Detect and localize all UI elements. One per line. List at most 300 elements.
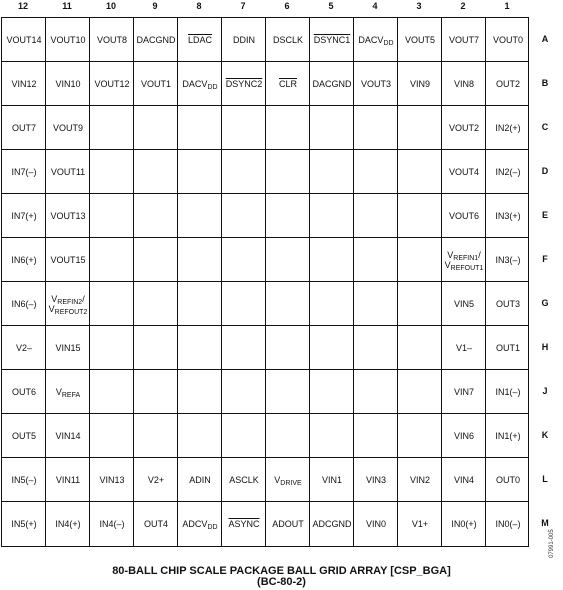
pin-label: VOUT6 bbox=[448, 211, 479, 221]
pin-label: VOUT13 bbox=[50, 211, 86, 221]
pin-name bbox=[11, 255, 36, 265]
pin-name bbox=[12, 387, 36, 397]
row-label: D bbox=[541, 166, 549, 176]
pin-label: IN2(+) bbox=[495, 123, 521, 133]
pin-name bbox=[12, 431, 36, 441]
ball-cell bbox=[46, 238, 90, 282]
pin-name bbox=[495, 387, 520, 397]
pin-name bbox=[16, 343, 32, 353]
pin-label: $\overline{CLR}$ bbox=[278, 79, 297, 89]
pin-name-line bbox=[99, 475, 124, 485]
pin-name-line bbox=[449, 211, 479, 221]
pin-name bbox=[141, 79, 171, 89]
ball-cell bbox=[2, 18, 46, 62]
ball-cell bbox=[2, 106, 46, 150]
pin-name-line bbox=[226, 79, 263, 89]
ball-cell bbox=[266, 502, 310, 546]
ball-cell bbox=[398, 150, 442, 194]
ball-cell bbox=[222, 238, 266, 282]
pin-name-line bbox=[12, 123, 36, 133]
ball-cell bbox=[398, 18, 442, 62]
pin-name bbox=[182, 519, 217, 529]
pin-name-line bbox=[361, 79, 391, 89]
pin-name bbox=[53, 123, 83, 133]
pin-name-line bbox=[454, 431, 474, 441]
ball-cell bbox=[266, 62, 310, 106]
pin-name-line bbox=[55, 431, 80, 441]
pin-label: IN1(–) bbox=[495, 387, 521, 397]
ball-cell bbox=[266, 150, 310, 194]
pin-name-line bbox=[56, 475, 80, 485]
ball-cell bbox=[310, 326, 354, 370]
ball-cell bbox=[2, 370, 46, 414]
ball-cell bbox=[354, 282, 398, 326]
pin-label: VOUT9 bbox=[52, 123, 83, 133]
ball-grid bbox=[1, 17, 529, 547]
pin-name-line bbox=[405, 35, 435, 45]
pin-name-line bbox=[99, 519, 124, 529]
ball-cell bbox=[310, 194, 354, 238]
ball-cell bbox=[178, 194, 222, 238]
pin-name bbox=[410, 79, 430, 89]
ball-cell bbox=[310, 282, 354, 326]
ball-cell bbox=[398, 370, 442, 414]
ball-cell bbox=[222, 150, 266, 194]
ball-cell bbox=[310, 18, 354, 62]
pin-name-line bbox=[454, 475, 474, 485]
ball-cell bbox=[90, 282, 134, 326]
column-label: 12 bbox=[17, 1, 28, 11]
pin-name-line bbox=[11, 299, 36, 309]
ball-cell bbox=[442, 458, 486, 502]
pin-name bbox=[99, 519, 124, 529]
ball-cell bbox=[222, 326, 266, 370]
ball-cell bbox=[354, 150, 398, 194]
ball-cell bbox=[46, 414, 90, 458]
pin-name-line bbox=[97, 35, 127, 45]
column-label: 2 bbox=[460, 1, 466, 11]
pin-label: VIN13 bbox=[99, 475, 125, 485]
pin-name-line bbox=[141, 79, 171, 89]
pin-name bbox=[148, 475, 164, 485]
pin-name-line bbox=[188, 35, 212, 45]
ball-cell bbox=[398, 282, 442, 326]
pin-name-line bbox=[449, 123, 479, 133]
pin-name-line bbox=[445, 250, 484, 260]
pin-name-line bbox=[16, 343, 32, 353]
ball-cell bbox=[134, 106, 178, 150]
pin-name bbox=[189, 475, 211, 485]
ball-cell bbox=[486, 194, 530, 238]
column-label: 7 bbox=[240, 1, 246, 11]
pin-name-line bbox=[11, 255, 36, 265]
ball-cell bbox=[134, 238, 178, 282]
pin-name bbox=[454, 431, 474, 441]
ball-cell bbox=[486, 18, 530, 62]
pin-label-subscript: DD bbox=[207, 84, 218, 91]
column-label: 3 bbox=[416, 1, 422, 11]
ball-cell bbox=[442, 62, 486, 106]
pin-label: ADIN bbox=[189, 475, 211, 485]
pin-name-line bbox=[11, 211, 36, 221]
pin-name bbox=[495, 167, 520, 177]
ball-cell bbox=[222, 194, 266, 238]
ball-cell bbox=[398, 458, 442, 502]
pin-name bbox=[405, 35, 435, 45]
pin-label: VIN0 bbox=[365, 519, 386, 529]
pin-name bbox=[456, 343, 472, 353]
row-label: J bbox=[542, 386, 548, 396]
ball-cell bbox=[90, 370, 134, 414]
ball-cell bbox=[486, 238, 530, 282]
ball-cell bbox=[266, 282, 310, 326]
pin-name-line bbox=[55, 343, 80, 353]
pin-label: VOUT8 bbox=[96, 35, 127, 45]
pin-name bbox=[56, 387, 80, 397]
pin-label: V1– bbox=[455, 343, 472, 353]
pin-name bbox=[449, 167, 479, 177]
row-label: F bbox=[542, 254, 548, 264]
pin-name bbox=[188, 35, 212, 45]
part-code: 07991-005 bbox=[549, 529, 555, 558]
pin-name-line bbox=[322, 475, 342, 485]
row-label: K bbox=[541, 430, 549, 440]
pin-label: VOUT11 bbox=[50, 167, 86, 177]
ball-cell bbox=[354, 458, 398, 502]
pin-label: VIN5 bbox=[453, 299, 474, 309]
ball-cell bbox=[310, 502, 354, 546]
pin-label: IN7(+) bbox=[11, 211, 37, 221]
ball-cell bbox=[222, 282, 266, 326]
pin-label: IN5(+) bbox=[11, 519, 37, 529]
pin-label: VOUT15 bbox=[50, 255, 86, 265]
column-label: 1 bbox=[504, 1, 510, 11]
pin-label: VOUT3 bbox=[360, 79, 391, 89]
pin-name bbox=[449, 35, 479, 45]
pin-label: VIN4 bbox=[453, 475, 474, 485]
pin-label: VIN12 bbox=[11, 79, 37, 89]
ball-cell bbox=[178, 502, 222, 546]
ball-cell bbox=[442, 194, 486, 238]
pin-label: OUT6 bbox=[11, 387, 36, 397]
pin-name bbox=[228, 519, 259, 529]
ball-cell bbox=[398, 502, 442, 546]
pin-name bbox=[11, 211, 36, 221]
pin-name bbox=[449, 211, 479, 221]
ball-cell bbox=[398, 106, 442, 150]
pin-name bbox=[495, 211, 520, 221]
pin-name bbox=[99, 475, 124, 485]
ball-cell bbox=[310, 150, 354, 194]
pin-name bbox=[496, 343, 520, 353]
ball-cell bbox=[310, 62, 354, 106]
pin-name-line bbox=[366, 475, 386, 485]
ball-cell bbox=[354, 238, 398, 282]
ball-cell bbox=[46, 150, 90, 194]
pin-label: V bbox=[48, 304, 55, 314]
pin-label: IN4(–) bbox=[99, 519, 125, 529]
pin-name-line bbox=[136, 35, 175, 45]
pin-name bbox=[366, 475, 386, 485]
ball-cell bbox=[222, 106, 266, 150]
pin-label: V bbox=[444, 260, 451, 270]
ball-cell bbox=[46, 194, 90, 238]
pin-name-line bbox=[410, 475, 430, 485]
pin-name-line bbox=[50, 255, 85, 265]
pin-label-subscript: REFIN2 bbox=[57, 299, 83, 306]
pin-label: V bbox=[55, 387, 62, 397]
pin-label: DSYNC2 bbox=[225, 79, 263, 89]
ball-cell bbox=[90, 18, 134, 62]
pin-label: VOUT2 bbox=[448, 123, 479, 133]
ball-cell bbox=[134, 502, 178, 546]
pin-name bbox=[495, 519, 520, 529]
pin-label: VIN14 bbox=[55, 431, 81, 441]
ball-cell bbox=[222, 370, 266, 414]
ball-cell bbox=[398, 62, 442, 106]
pin-label-subscript: REFOUT2 bbox=[54, 309, 88, 316]
pin-name-line bbox=[496, 299, 520, 309]
pin-name bbox=[495, 123, 520, 133]
pin-label: VOUT12 bbox=[94, 79, 130, 89]
column-label: 10 bbox=[105, 1, 116, 11]
pin-label: IN3(+) bbox=[495, 211, 521, 221]
ball-cell bbox=[178, 18, 222, 62]
pin-label: VIN8 bbox=[453, 79, 474, 89]
pin-name-line bbox=[496, 343, 520, 353]
pin-label: VIN15 bbox=[55, 343, 81, 353]
pin-name-line bbox=[358, 35, 393, 45]
ball-cell bbox=[178, 62, 222, 106]
ball-cell bbox=[354, 18, 398, 62]
ball-cell bbox=[310, 106, 354, 150]
column-label: 4 bbox=[372, 1, 378, 11]
pin-label: IN5(–) bbox=[11, 475, 37, 485]
pin-name-line bbox=[56, 387, 80, 397]
pin-label: IN3(–) bbox=[495, 255, 521, 265]
column-label: 9 bbox=[152, 1, 158, 11]
pin-label: V bbox=[447, 250, 454, 260]
pin-name-line bbox=[11, 475, 36, 485]
pin-name bbox=[97, 35, 127, 45]
pin-name-line bbox=[12, 387, 36, 397]
column-label: 6 bbox=[284, 1, 290, 11]
pin-name bbox=[451, 519, 476, 529]
pin-name bbox=[11, 519, 36, 529]
pin-name bbox=[50, 255, 85, 265]
ball-cell bbox=[266, 238, 310, 282]
pin-name-line bbox=[493, 35, 523, 45]
ball-cell bbox=[134, 282, 178, 326]
ball-cell bbox=[310, 238, 354, 282]
pin-name-line bbox=[50, 211, 85, 221]
ball-cell bbox=[442, 326, 486, 370]
pin-name-line bbox=[49, 294, 88, 304]
ball-cell bbox=[310, 458, 354, 502]
ball-cell bbox=[2, 238, 46, 282]
ball-cell bbox=[178, 238, 222, 282]
pin-name-line bbox=[445, 260, 484, 270]
pin-separator: / bbox=[82, 294, 85, 304]
pin-name bbox=[94, 79, 129, 89]
pin-name-line bbox=[51, 167, 85, 177]
pin-name-line bbox=[279, 79, 297, 89]
ball-cell bbox=[46, 458, 90, 502]
ball-cell bbox=[266, 458, 310, 502]
pin-label: IN0(–) bbox=[495, 519, 521, 529]
pin-label: V bbox=[51, 294, 58, 304]
ball-cell bbox=[134, 150, 178, 194]
ball-cell bbox=[442, 150, 486, 194]
pin-name-line bbox=[53, 123, 83, 133]
pin-label: IN0(+) bbox=[451, 519, 477, 529]
pin-name bbox=[322, 475, 342, 485]
pin-name bbox=[454, 299, 474, 309]
ball-cell bbox=[46, 106, 90, 150]
pin-name bbox=[454, 79, 474, 89]
pin-name bbox=[233, 35, 255, 45]
pin-name bbox=[12, 123, 36, 133]
ball-cell bbox=[90, 194, 134, 238]
pin-name bbox=[51, 167, 85, 177]
pin-name-line bbox=[454, 79, 474, 89]
pin-name-line bbox=[189, 475, 211, 485]
pin-name-line bbox=[55, 519, 80, 529]
pin-label: ASYNC bbox=[228, 519, 260, 529]
pin-name-line bbox=[454, 387, 474, 397]
ball-cell bbox=[2, 282, 46, 326]
pin-name bbox=[144, 519, 168, 529]
pin-label: OUT1 bbox=[495, 343, 520, 353]
ball-cell bbox=[222, 414, 266, 458]
ball-cell bbox=[398, 414, 442, 458]
pin-name-line bbox=[144, 519, 168, 529]
pin-label: DDIN bbox=[233, 35, 255, 45]
ball-cell bbox=[486, 414, 530, 458]
pin-label: DACV bbox=[358, 35, 384, 45]
ball-cell bbox=[310, 370, 354, 414]
pin-name-line bbox=[312, 519, 351, 529]
pin-label: VOUT5 bbox=[404, 35, 435, 45]
pin-label: VOUT4 bbox=[448, 167, 479, 177]
pin-name-line bbox=[11, 519, 36, 529]
pin-name bbox=[226, 79, 263, 89]
pin-name-line bbox=[495, 123, 520, 133]
pin-label: VIN6 bbox=[453, 431, 474, 441]
pin-label: VOUT10 bbox=[50, 35, 86, 45]
pin-label: V2– bbox=[15, 343, 32, 353]
ball-cell bbox=[2, 62, 46, 106]
pin-label: LDAC bbox=[187, 35, 212, 45]
row-label: A bbox=[541, 34, 549, 44]
ball-cell bbox=[46, 326, 90, 370]
pin-name-line bbox=[11, 167, 36, 177]
pin-name bbox=[412, 519, 428, 529]
pin-name bbox=[495, 431, 520, 441]
pin-name bbox=[182, 79, 217, 89]
pin-name bbox=[496, 475, 520, 485]
ball-cell bbox=[222, 62, 266, 106]
pin-name bbox=[274, 475, 301, 485]
pin-label-subscript: REFIN1 bbox=[453, 255, 479, 262]
pin-label: VIN2 bbox=[409, 475, 430, 485]
ball-cell bbox=[486, 326, 530, 370]
pin-label: ADCGND bbox=[312, 519, 352, 529]
row-label: G bbox=[541, 298, 549, 308]
pin-label: IN4(+) bbox=[55, 519, 81, 529]
pin-label: DSCLK bbox=[272, 35, 303, 45]
pin-name bbox=[358, 35, 393, 45]
package-title-line2: (BC-80-2) bbox=[257, 576, 306, 588]
ball-cell bbox=[486, 106, 530, 150]
pin-name-line bbox=[412, 519, 428, 529]
pin-name-line bbox=[496, 79, 520, 89]
ball-cell bbox=[90, 326, 134, 370]
pin-name bbox=[273, 35, 303, 45]
pin-name-line bbox=[451, 519, 476, 529]
pin-name bbox=[366, 519, 386, 529]
ball-cell bbox=[398, 326, 442, 370]
ball-cell bbox=[486, 458, 530, 502]
pin-name bbox=[11, 79, 36, 89]
ball-cell bbox=[178, 326, 222, 370]
ball-cell bbox=[310, 414, 354, 458]
ball-cell bbox=[222, 18, 266, 62]
pin-name bbox=[49, 294, 88, 314]
pin-label: OUT5 bbox=[11, 431, 36, 441]
ball-cell bbox=[90, 414, 134, 458]
pin-name bbox=[11, 299, 36, 309]
pin-label: OUT0 bbox=[495, 475, 520, 485]
row-label: B bbox=[541, 78, 549, 88]
pin-label: VIN11 bbox=[55, 475, 81, 485]
pin-label: VIN7 bbox=[453, 387, 474, 397]
pin-label: V bbox=[274, 475, 281, 485]
row-label: E bbox=[541, 210, 548, 220]
pin-name bbox=[312, 519, 351, 529]
row-label: H bbox=[541, 342, 549, 352]
pin-label: DACGND bbox=[312, 79, 352, 89]
pin-label: IN1(+) bbox=[495, 431, 521, 441]
ball-cell bbox=[354, 106, 398, 150]
ball-cell bbox=[2, 150, 46, 194]
pin-name-line bbox=[49, 304, 88, 314]
ball-cell bbox=[90, 458, 134, 502]
ball-cell bbox=[90, 502, 134, 546]
pin-name bbox=[11, 167, 36, 177]
pin-name bbox=[6, 35, 41, 45]
ball-cell bbox=[442, 414, 486, 458]
pin-label: VIN9 bbox=[409, 79, 430, 89]
pin-separator: / bbox=[478, 250, 481, 260]
ball-cell bbox=[354, 370, 398, 414]
ball-cell bbox=[134, 414, 178, 458]
pin-name bbox=[50, 35, 85, 45]
ball-cell bbox=[266, 106, 310, 150]
pin-name bbox=[312, 79, 351, 89]
pin-name bbox=[55, 79, 80, 89]
pin-name-line bbox=[148, 475, 164, 485]
ball-cell bbox=[266, 370, 310, 414]
ball-cell bbox=[486, 62, 530, 106]
ball-cell bbox=[134, 326, 178, 370]
pin-name-line bbox=[272, 519, 304, 529]
pin-label: V1+ bbox=[411, 519, 429, 529]
pin-name-line bbox=[449, 167, 479, 177]
pin-name-line bbox=[6, 35, 41, 45]
pin-label: IN6(+) bbox=[11, 255, 37, 265]
ball-cell bbox=[134, 370, 178, 414]
